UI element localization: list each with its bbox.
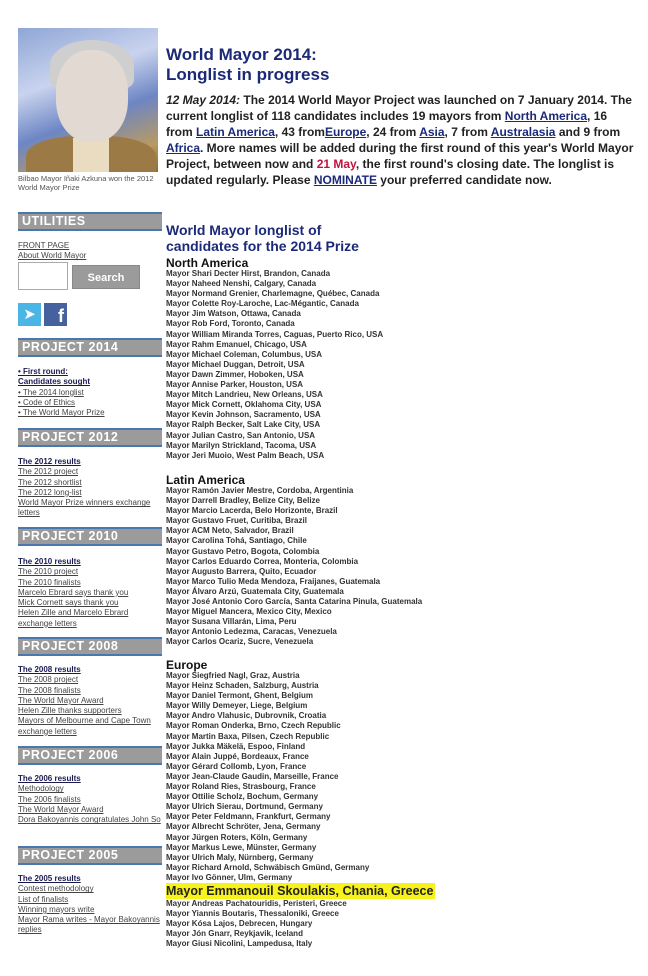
sidebar-link[interactable]: Winning mayors write <box>18 904 95 914</box>
search-button[interactable]: Search <box>72 265 140 289</box>
twitter-icon[interactable]: ➤ <box>18 303 41 326</box>
intro-text: The 2014 World Mayor Project was launched on 7 January 2014. The current longlist of 118 candidates includes 19 mayors from <box>166 93 632 123</box>
candidate-item: Mayor Ulrich Sierau, Dortmund, Germany <box>166 802 323 812</box>
sidebar-link[interactable]: Mick Cornett says thank you <box>18 598 119 608</box>
candidate-item: Mayor Susana Villarán, Lima, Peru <box>166 617 297 627</box>
project-2006-header: PROJECT 2006 <box>18 746 162 765</box>
candidate-item: Mayor Ivo Gönner, Ulm, Germany <box>166 872 293 882</box>
candidate-item: Mayor Annise Parker, Houston, USA <box>166 380 304 390</box>
link-latin-america[interactable]: Latin America <box>196 125 275 139</box>
title-line: candidates for the 2014 Prize <box>166 238 359 254</box>
candidate-item: Mayor Gérard Collomb, Lyon, France <box>166 761 307 771</box>
latin-america-list <box>166 486 422 648</box>
results-link[interactable]: The 2006 results <box>18 774 81 783</box>
candidate-item: Mayor Miguel Mancera, Mexico City, Mexico <box>166 607 332 617</box>
deadline-date: 21 May <box>316 157 356 171</box>
candidate-item: Mayor Andro Vlahusic, Dubrovnik, Croatia <box>166 711 327 721</box>
candidate-item: Mayor Siegfried Nagl, Graz, Austria <box>166 671 300 680</box>
candidate-item: Mayor Jean-Claude Gaudin, Marseille, France <box>166 771 339 781</box>
candidate-item: Mayor Kósa Lajos, Debrecen, Hungary <box>166 919 313 929</box>
intro-date: 12 May 2014: <box>166 93 241 107</box>
candidate-item: Mayor Jim Watson, Ottawa, Canada <box>166 309 301 319</box>
project-2010-header: PROJECT 2010 <box>18 527 162 546</box>
sidebar-link[interactable]: The 2012 project <box>18 467 79 477</box>
results-link[interactable]: The 2012 results <box>18 457 81 466</box>
title-line: Longlist in progress <box>166 65 330 84</box>
page-title <box>166 45 329 85</box>
candidate-item: Mayor Jeri Muoio, West Palm Beach, USA <box>166 450 325 460</box>
candidate-item: Mayor José Antonio Coro García, Santa Catarina Pinula, Guatemala <box>166 597 423 607</box>
intro-text: , the first round's closing date. The longlist is updated regularly. Please <box>166 157 615 187</box>
project-2005-header: PROJECT 2005 <box>18 846 162 865</box>
candidate-item: Mayor Alain Juppé, Bordeaux, France <box>166 751 309 761</box>
first-round-link[interactable]: • First round: <box>18 367 68 376</box>
link-asia[interactable]: Asia <box>419 125 445 139</box>
sidebar-link[interactable]: Dora Bakoyannis congratulates John So <box>18 815 161 825</box>
candidate-item: Mayor Jukka Mäkelä, Espoo, Finland <box>166 741 306 751</box>
candidate-item: Mayor Gustavo Petro, Bogota, Colombia <box>166 546 320 556</box>
sidebar-link[interactable]: Helen Zille and Marcelo Ebrard exchange letters <box>18 608 129 628</box>
project-2010-links <box>18 557 163 629</box>
region-europe: Europe <box>166 658 208 672</box>
candidate-item: Mayor Michael Duggan, Detroit, USA <box>166 359 305 369</box>
sidebar-link[interactable]: The 2008 finalists <box>18 685 81 695</box>
utilities-links <box>18 241 163 262</box>
candidate-item: Mayor Darrell Bradley, Belize City, Belize <box>166 496 320 506</box>
north-america-list <box>166 269 383 461</box>
highlighted-candidate: Mayor Emmanouil Skoulakis, Chania, Greece <box>166 884 434 898</box>
candidate-item: Mayor Marcio Lacerda, Belo Horizonte, Brazil <box>166 506 338 516</box>
region-latin-america: Latin America <box>166 473 245 487</box>
candidate-item: Mayor Peter Feldmann, Frankfurt, Germany <box>166 812 331 822</box>
candidate-item: Mayor Rob Ford, Toronto, Canada <box>166 319 295 329</box>
project-2008-links <box>18 665 163 737</box>
candidate-item: Mayor Carolina Tohá, Santiago, Chile <box>166 536 307 546</box>
candidate-item: Mayor Gustavo Fruet, Curitiba, Brazil <box>166 516 307 526</box>
sidebar-link[interactable]: The 2010 finalists <box>18 577 81 587</box>
candidate-item: Mayor Daniel Termont, Ghent, Belgium <box>166 691 313 701</box>
candidate-item: Mayor Dawn Zimmer, Hoboken, USA <box>166 369 304 379</box>
project-2005-links <box>18 874 163 936</box>
search-input[interactable] <box>18 262 68 290</box>
project-2014-header: PROJECT 2014 <box>18 338 162 357</box>
title-line: World Mayor 2014: <box>166 45 317 64</box>
candidate-item: Mayor Jürgen Roters, Köln, Germany <box>166 832 308 842</box>
candidate-item: Mayor Richard Arnold, Schwäbisch Gmünd, Germany <box>166 862 370 872</box>
title-line: World Mayor longlist of <box>166 222 322 238</box>
intro-paragraph <box>166 92 636 188</box>
candidate-item: Mayor Naheed Nenshi, Calgary, Canada <box>166 279 317 289</box>
results-link[interactable]: The 2010 results <box>18 557 81 566</box>
intro-text: and 9 from <box>555 125 621 139</box>
intro-text: . More names will be added during the first round of this year's World Mayor Project, between now and <box>166 141 634 171</box>
link-north-america[interactable]: North America <box>504 109 588 123</box>
project-2006-links <box>18 774 163 825</box>
nominate-link[interactable]: NOMINATE <box>313 173 377 187</box>
candidate-item: Mayor William Miranda Torres, Caguas, Puerto Rico, USA <box>166 329 384 339</box>
candidate-item: Mayor Rahm Emanuel, Chicago, USA <box>166 339 307 349</box>
photo-caption: Bilbao Mayor Iñaki Azkuna won the 2012 World Mayor Prize <box>18 174 154 192</box>
sidebar-link[interactable]: The 2012 long-list <box>18 487 82 497</box>
longlist-title <box>166 222 359 254</box>
about-link[interactable]: About World Mayor <box>18 251 87 261</box>
candidate-item: Mayor Markus Lewe, Münster, Germany <box>166 842 317 852</box>
sidebar-link[interactable]: Mayor Rama writes - Mayor Bakoyannis replies <box>18 915 160 935</box>
candidate-item: Mayor Colette Roy-Laroche, Lac-Mégantic, Canada <box>166 299 359 309</box>
project-2012-links <box>18 457 163 519</box>
sidebar-link[interactable]: The 2010 project <box>18 567 79 577</box>
link-europe[interactable]: Europe <box>324 125 367 139</box>
candidate-item: Mayor Michael Coleman, Columbus, USA <box>166 349 323 359</box>
sidebar-link[interactable]: • The 2014 longlist <box>18 387 84 397</box>
sidebar-link[interactable]: Helen Zille thanks supporters <box>18 706 122 716</box>
candidate-item: Mayor Martin Baxa, Pilsen, Czech Republic <box>166 731 330 741</box>
candidate-item: Mayor Roland Ries, Strasbourg, France <box>166 782 316 792</box>
results-link[interactable]: The 2008 results <box>18 665 81 674</box>
link-australasia[interactable]: Australasia <box>490 125 556 139</box>
sidebar-link[interactable]: The World Mayor Award <box>18 804 104 814</box>
facebook-icon[interactable]: f <box>44 303 67 326</box>
candidate-item: Mayor Marilyn Strickland, Tacoma, USA <box>166 440 317 450</box>
sidebar-link[interactable]: The World Mayor Award <box>18 695 104 705</box>
sidebar-link[interactable]: Marcelo Ebrard says thank you <box>18 587 129 597</box>
candidate-item: Mayor Kevin Johnson, Sacramento, USA <box>166 410 321 420</box>
sidebar-link[interactable]: The 2012 shortlist <box>18 477 82 487</box>
link-africa[interactable]: Africa <box>166 141 201 155</box>
candidate-item: Mayor Heinz Schaden, Salzburg, Austria <box>166 681 319 691</box>
intro-text: , 7 from <box>444 125 491 139</box>
intro-text: , 43 from <box>274 125 325 139</box>
sidebar-link[interactable]: • Code of Ethics <box>18 397 76 407</box>
candidate-item: Mayor Antonio Ledezma, Caracas, Venezuela <box>166 627 337 637</box>
candidate-item: Mayor Yiannis Boutaris, Thessaloniki, Greece <box>166 909 339 919</box>
intro-text: your preferred candidate now. <box>376 173 552 187</box>
candidate-item: Mayor Álvaro Arzú, Guatemala City, Guatemala <box>166 586 344 596</box>
front-page-link[interactable]: FRONT PAGE <box>18 241 70 250</box>
candidate-item: Mayor Jón Gnarr, Reykjavik, Iceland <box>166 929 303 939</box>
sidebar-link[interactable]: The 2006 finalists <box>18 794 81 804</box>
mayor-photo <box>18 28 158 172</box>
candidate-item: Mayor Willy Demeyer, Liege, Belgium <box>166 701 308 711</box>
candidates-sought-link[interactable]: Candidates sought <box>18 377 91 387</box>
sidebar-link[interactable]: World Mayor Prize winners exchange letters <box>18 498 151 518</box>
sidebar-link[interactable]: • The World Mayor Prize <box>18 408 105 418</box>
candidate-item: Mayor Shari Decter Hirst, Brandon, Canada <box>166 269 331 278</box>
candidate-item: Mayor Ralph Becker, Salt Lake City, USA <box>166 420 321 430</box>
region-north-america: North America <box>166 256 249 270</box>
sidebar-link[interactable]: List of finalists <box>18 894 69 904</box>
candidate-item: Mayor Augusto Barrera, Quito, Ecuador <box>166 566 317 576</box>
candidate-item: Mayor Carlos Eduardo Correa, Monteria, Colombia <box>166 556 359 566</box>
candidate-item: Mayor Roman Onderka, Brno, Czech Republic <box>166 721 341 731</box>
results-link[interactable]: The 2005 results <box>18 874 81 883</box>
project-2014-links <box>18 367 163 418</box>
candidate-item: Mayor Mitch Landrieu, New Orleans, USA <box>166 390 323 400</box>
project-2012-header: PROJECT 2012 <box>18 428 162 447</box>
candidate-item: Mayor Mick Cornett, Oklahoma City, USA <box>166 400 322 410</box>
intro-text: , 24 from <box>366 125 420 139</box>
sidebar-link[interactable]: Methodology <box>18 784 64 794</box>
candidate-item: Mayor Ramón Javier Mestre, Cordoba, Argentinia <box>166 486 354 495</box>
sidebar-link[interactable]: Contest methodology <box>18 884 94 894</box>
candidate-item: Mayor Normand Grenier, Charlemagne, Québec, Canada <box>166 289 380 299</box>
candidate-item: Mayor Julian Castro, San Antonio, USA <box>166 430 316 440</box>
candidate-item: Mayor Carlos Ocariz, Sucre, Venezuela <box>166 637 314 647</box>
candidate-item: Mayor Giusi Nicolini, Lampedusa, Italy <box>166 939 313 949</box>
candidate-item: Mayor Andreas Pachatouridis, Peristeri, Greece <box>166 899 347 908</box>
europe-list-continued <box>166 899 347 949</box>
sidebar-link[interactable]: The 2008 project <box>18 675 79 685</box>
candidate-item: Mayor ACM Neto, Salvador, Brazil <box>166 526 294 536</box>
candidate-item: Mayor Ottilie Scholz, Bochum, Germany <box>166 792 319 802</box>
europe-list <box>166 671 369 883</box>
candidate-item: Mayor Ulrich Maly, Nürnberg, Germany <box>166 852 314 862</box>
candidate-item: Mayor Albrecht Schröter, Jena, Germany <box>166 822 321 832</box>
candidate-item: Mayor Marco Tulio Meda Mendoza, Fraijanes, Guatemala <box>166 576 381 586</box>
sidebar-link[interactable]: Mayors of Melbourne and Cape Town exchange letters <box>18 716 151 736</box>
intro-text: , 16 from <box>166 109 608 139</box>
utilities-header: UTILITIES <box>18 212 162 231</box>
project-2008-header: PROJECT 2008 <box>18 637 162 656</box>
